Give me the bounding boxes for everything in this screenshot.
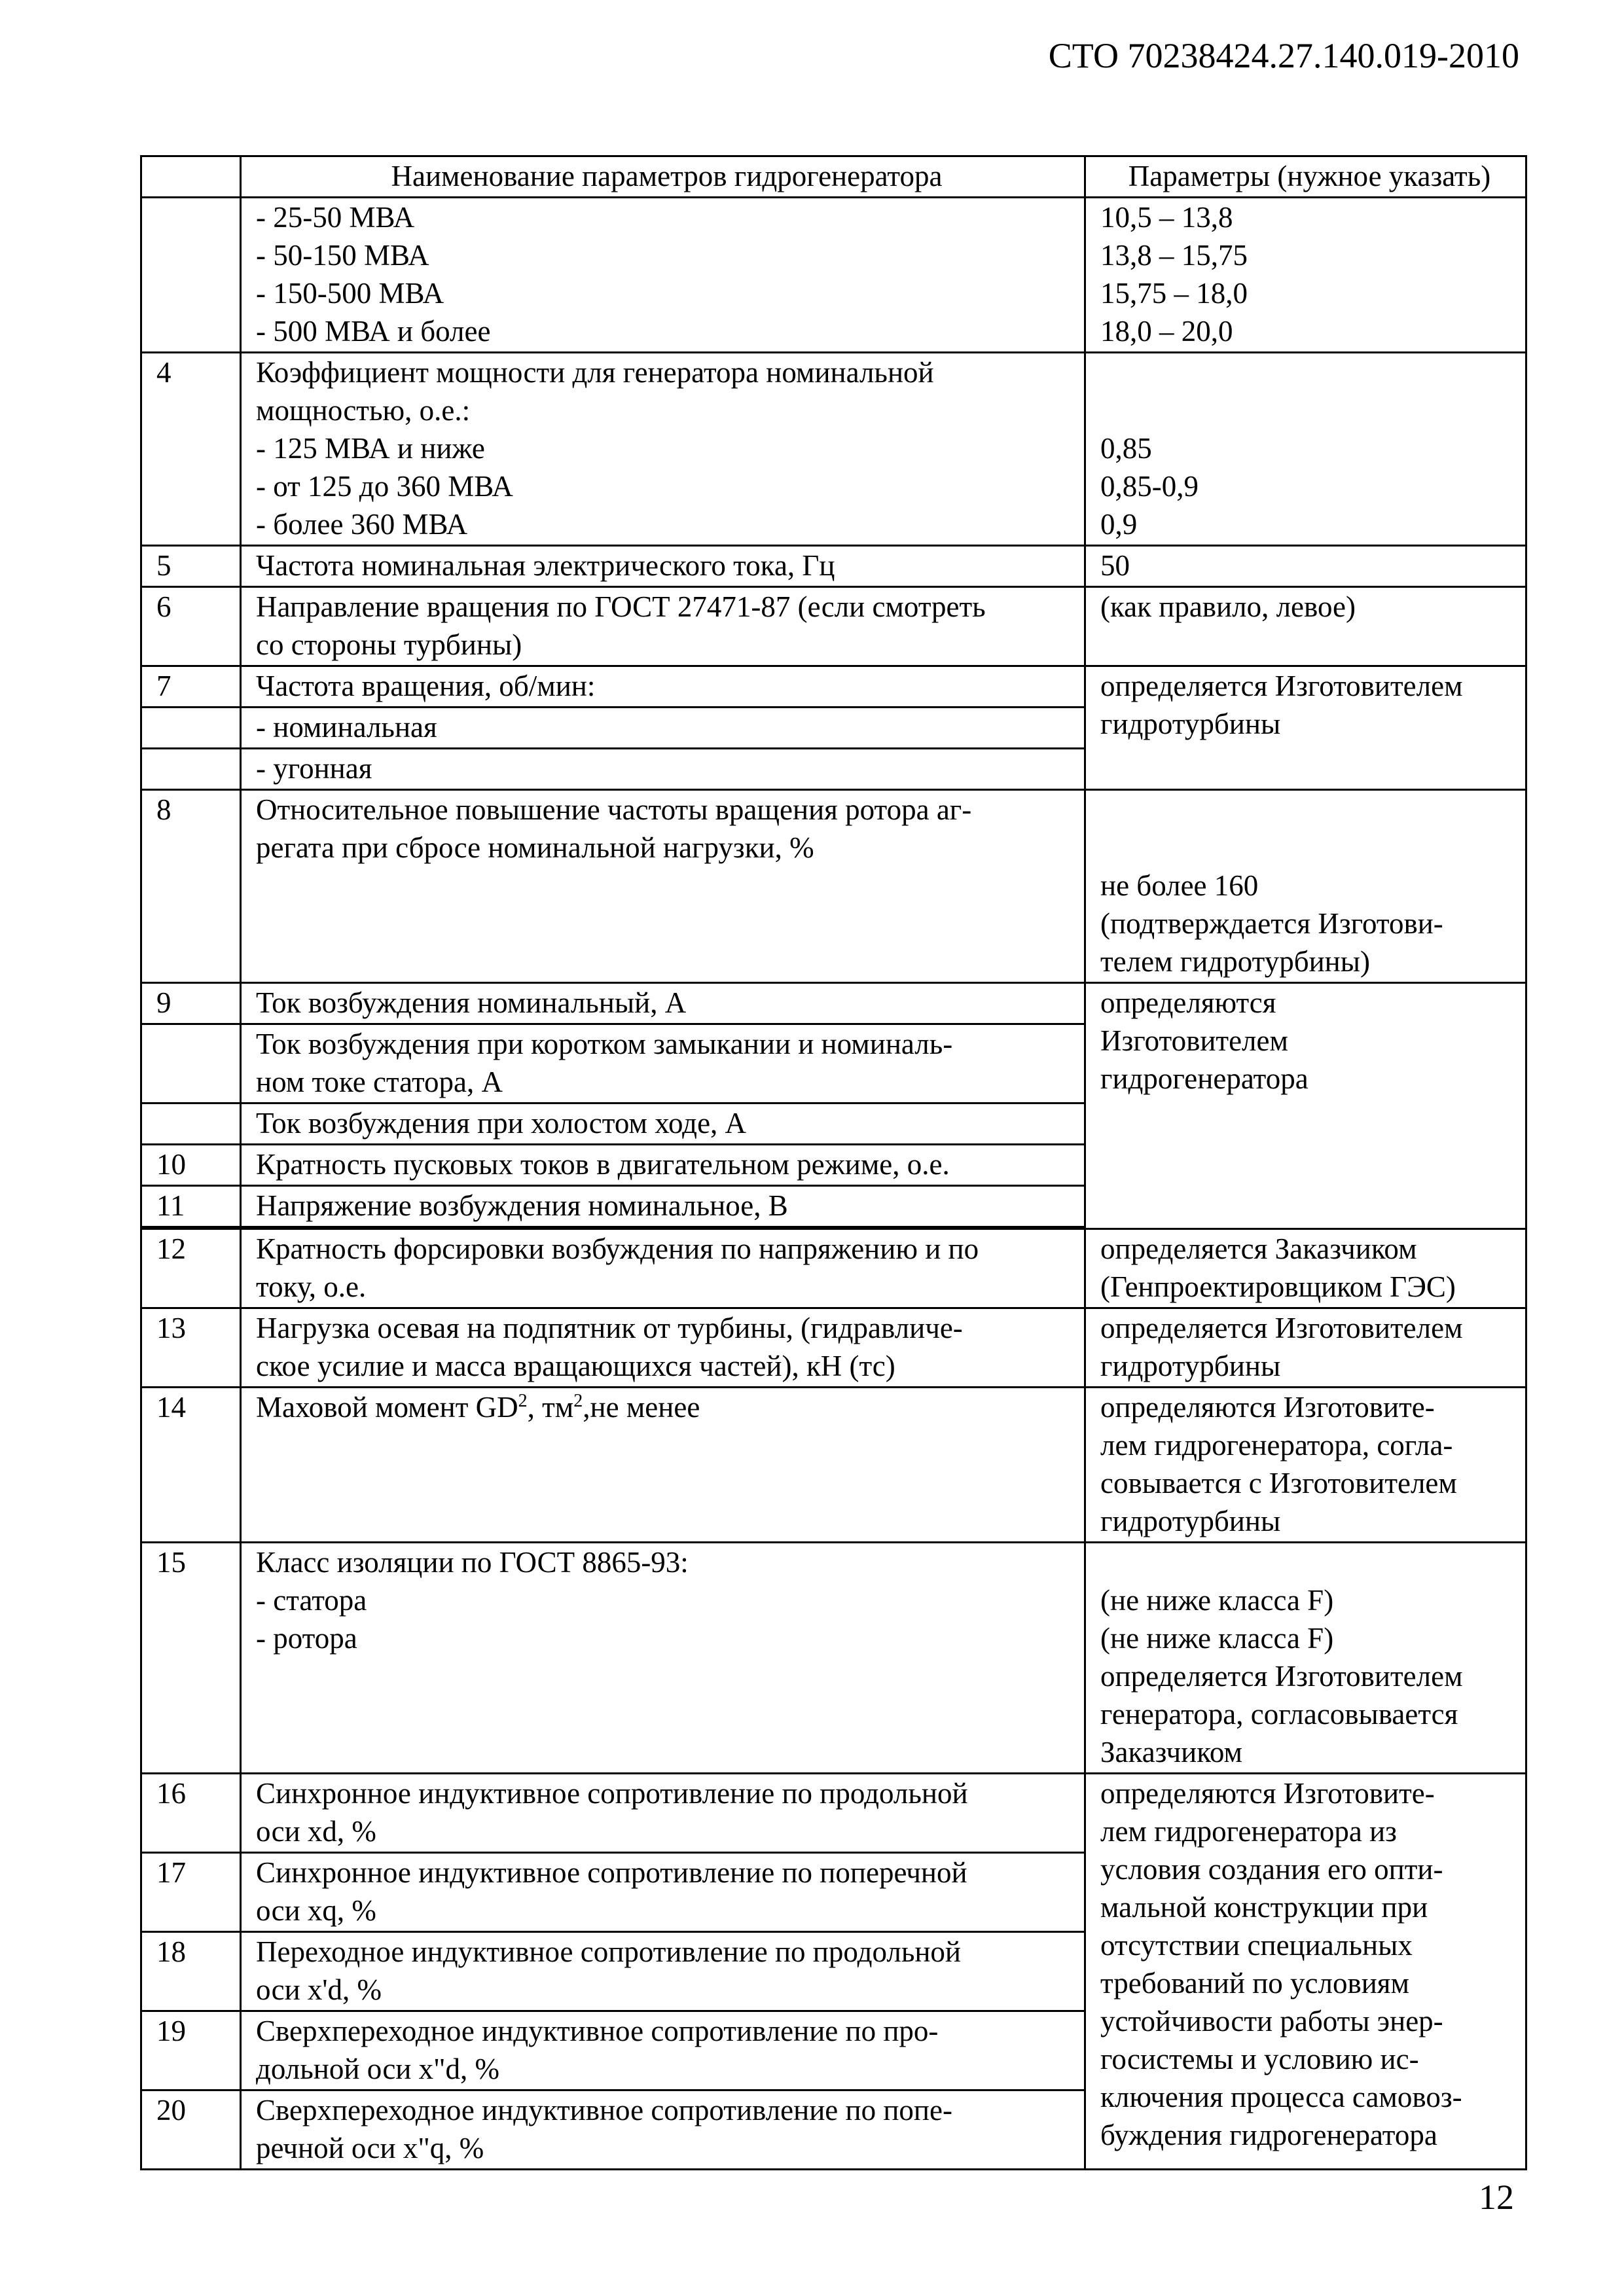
row-name: Нагрузка осевая на подпятник от турбины, (гидравличе- ское усилие и масса вращающихся частей), кН (тс) [241,1308,1085,1388]
row-number: 9 [141,983,241,1024]
table-row [141,790,1526,983]
row-name: Синхронное индуктивное сопротивление по поперечной оси xq, % [241,1853,1085,1932]
table-row [141,666,1526,708]
row-number: 8 [141,790,241,983]
row-name: - номинальная [241,708,1085,749]
row-name: Маховой момент $GD^2$, $тм^2,не$ менее [241,1388,1085,1543]
row-number: 10 [141,1145,241,1186]
row-param: 10,5 – 13,8 13,8 – 15,75 15,75 – 18,0 18,0 – 20,0 [1085,198,1526,353]
table-row [141,546,1526,587]
row-number [141,1024,241,1103]
row-number [141,708,241,749]
header-param-cell: Параметры (нужное указать) [1085,156,1526,198]
row-number: 11 [141,1186,241,1227]
row-param: 50 [1085,546,1526,587]
row-name: - 25-50 МВА - 50-150 МВА - 150-500 МВА - 500 МВА и более [241,198,1085,353]
row-number: 14 [141,1388,241,1543]
row-number: 7 [141,666,241,708]
table-row [141,353,1526,546]
row-name: Частота номинальная электрического тока, Гц [241,546,1085,587]
row-number [141,198,241,353]
table-header-row [141,156,1526,198]
row-param: не более 160 (подтверждается Изготови- телем гидротурбины) [1085,790,1526,983]
table-row [141,1308,1526,1388]
row-param: 0,85 0,85-0,9 0,9 [1085,353,1526,546]
row-name: Коэффициент мощности для генератора номинальной мощностью, о.е.: - 125 МВА и ниже - от 125 до 360 МВА - более 360 МВА [241,353,1085,546]
row-number: 12 [141,1229,241,1308]
row-name: Ток возбуждения при холостом ходе, А [241,1103,1085,1145]
row-number: 19 [141,2011,241,2090]
row-number: 16 [141,1774,241,1853]
table-row [141,1229,1526,1308]
row-name: Синхронное индуктивное сопротивление по продольной оси xd, % [241,1774,1085,1853]
table-row [141,587,1526,666]
row-name: Сверхпереходное индуктивное сопротивление по попе- речной оси x"q, % [241,2090,1085,2170]
row-number: 6 [141,587,241,666]
row-param: определяются Изготовите- лем гидрогенератора из условия создания его опти- мальной конструкции при отсутствии специальных требований по условиям устойчивости работы энер- госистемы и условию ис- ключения процесса самовоз- буждения гидрогенератора [1085,1774,1526,2170]
row-name: Частота вращения, об/мин: [241,666,1085,708]
row-param: (не ниже класса F) (не ниже класса F) определяется Изготовителем генератора, согласовывается Заказчиком [1085,1543,1526,1774]
page-number: 12 [1479,2178,1514,2217]
row-param: определяется Изготовителем гидротурбины [1085,1308,1526,1388]
row-number: 20 [141,2090,241,2170]
row-param: определяется Изготовителем гидротурбины [1085,666,1526,790]
row-number: 4 [141,353,241,546]
row-name: Сверхпереходное индуктивное сопротивление по про- дольной оси x"d, % [241,2011,1085,2090]
row-name: Кратность пусковых токов в двигательном режиме, о.е. [241,1145,1085,1186]
row-number: 15 [141,1543,241,1774]
header-name-cell: Наименование параметров гидрогенератора [241,156,1085,198]
row-name: Кратность форсировки возбуждения по напряжению и по току, о.е. [241,1229,1085,1308]
row-name: Класс изоляции по ГОСТ 8865-93: - статора - ротора [241,1543,1085,1774]
row-number: 13 [141,1308,241,1388]
row-number: 17 [141,1853,241,1932]
row-param: определяются Изготовителем гидрогенератора [1085,983,1526,1229]
row-name: Ток возбуждения номинальный, А [241,983,1085,1024]
row-param: определяются Изготовите- лем гидрогенератора, согла- совывается с Изготовителем гидротурбины [1085,1388,1526,1543]
table-row [141,1543,1526,1774]
row-name: Напряжение возбуждения номинальное, В [241,1186,1085,1227]
table-row [141,198,1526,353]
generator-parameters-table [140,155,1527,2170]
row-name: - угонная [241,749,1085,790]
row-param: (как правило, левое) [1085,587,1526,666]
row-name: Относительное повышение частоты вращения ротора аг- регата при сбросе номинальной нагрузки, % [241,790,1085,983]
table-row [141,1388,1526,1543]
header-number-cell [141,156,241,198]
row-name: Переходное индуктивное сопротивление по продольной оси x'd, % [241,1932,1085,2011]
row-param: определяется Заказчиком (Генпроектировщиком ГЭС) [1085,1229,1526,1308]
row-name: Ток возбуждения при коротком замыкании и номиналь- ном токе статора, А [241,1024,1085,1103]
document-code-header: СТО 70238424.27.140.019-2010 [1048,36,1519,75]
table-row [141,983,1526,1024]
row-number: 18 [141,1932,241,2011]
row-number [141,749,241,790]
row-number [141,1103,241,1145]
table-row [141,1774,1526,1853]
row-name: Направление вращения по ГОСТ 27471-87 (если смотреть со стороны турбины) [241,587,1085,666]
row-number: 5 [141,546,241,587]
